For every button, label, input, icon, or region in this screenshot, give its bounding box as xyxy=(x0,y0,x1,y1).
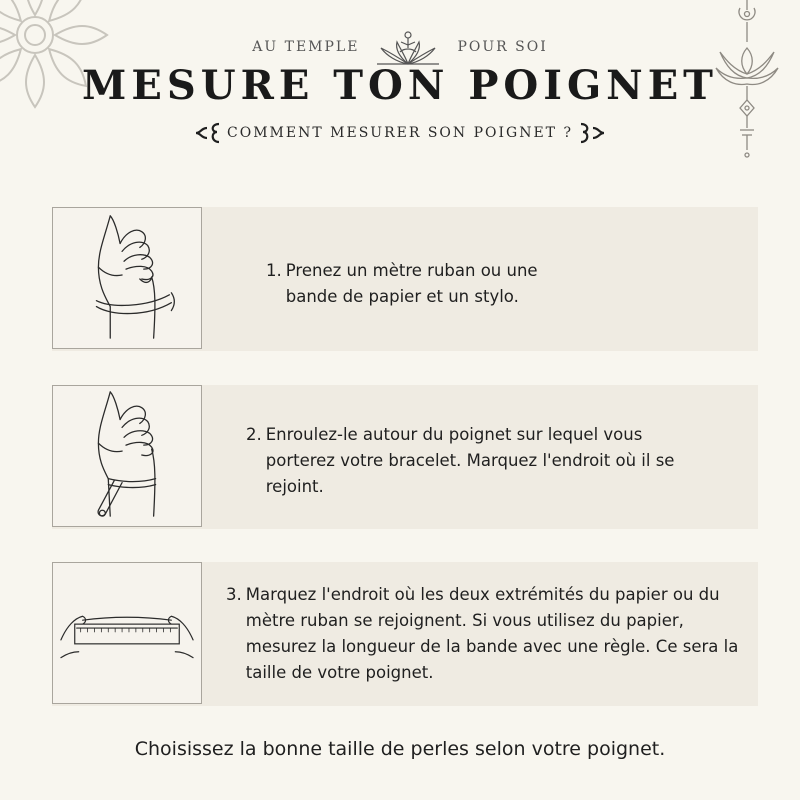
step-1-number: 1. xyxy=(266,261,282,280)
hand-tape-illustration xyxy=(53,386,201,526)
step-2-illustration xyxy=(52,385,202,527)
subtitle-line xyxy=(0,120,800,146)
flourish-icon xyxy=(577,120,607,146)
flourish-icon xyxy=(193,120,223,146)
page-title: MESURE TON POIGNET xyxy=(82,62,718,109)
footer-note: Choisissez la bonne taille de perles selon votre poignet. xyxy=(134,738,666,760)
step-3-illustration xyxy=(52,562,202,704)
brand-left: AU TEMPLE xyxy=(252,39,360,55)
ruler-illustration xyxy=(53,563,201,703)
step-2-body: Enroulez-le autour du poignet sur lequel vous porterez votre bracelet. Marquez l'endroit où il se rejoint. xyxy=(265,425,675,496)
step-3-number: 3. xyxy=(226,585,242,604)
brand-right: POUR SOI xyxy=(457,39,548,55)
step-2-number: 2. xyxy=(246,425,262,444)
step-1-text xyxy=(266,258,736,310)
step-1-illustration xyxy=(52,207,202,349)
brand-line xyxy=(0,28,800,66)
step-3-body: Marquez l'endroit où les deux extrémités du papier ou du mètre ruban se rejoignent. Si vous utilisez du papier, mesurez la longueur de la bande avec une règle. Ce sera la taille de votre poignet. xyxy=(245,585,739,682)
meditation-lotus-icon xyxy=(373,28,443,66)
subtitle: COMMENT MESURER SON POIGNET ? xyxy=(227,125,573,141)
step-2-text xyxy=(246,422,736,500)
hand-wrist-illustration xyxy=(53,208,201,348)
step-1-body: Prenez un mètre ruban ou une bande de papier et un stylo. xyxy=(285,261,538,306)
step-3-text xyxy=(226,582,746,686)
